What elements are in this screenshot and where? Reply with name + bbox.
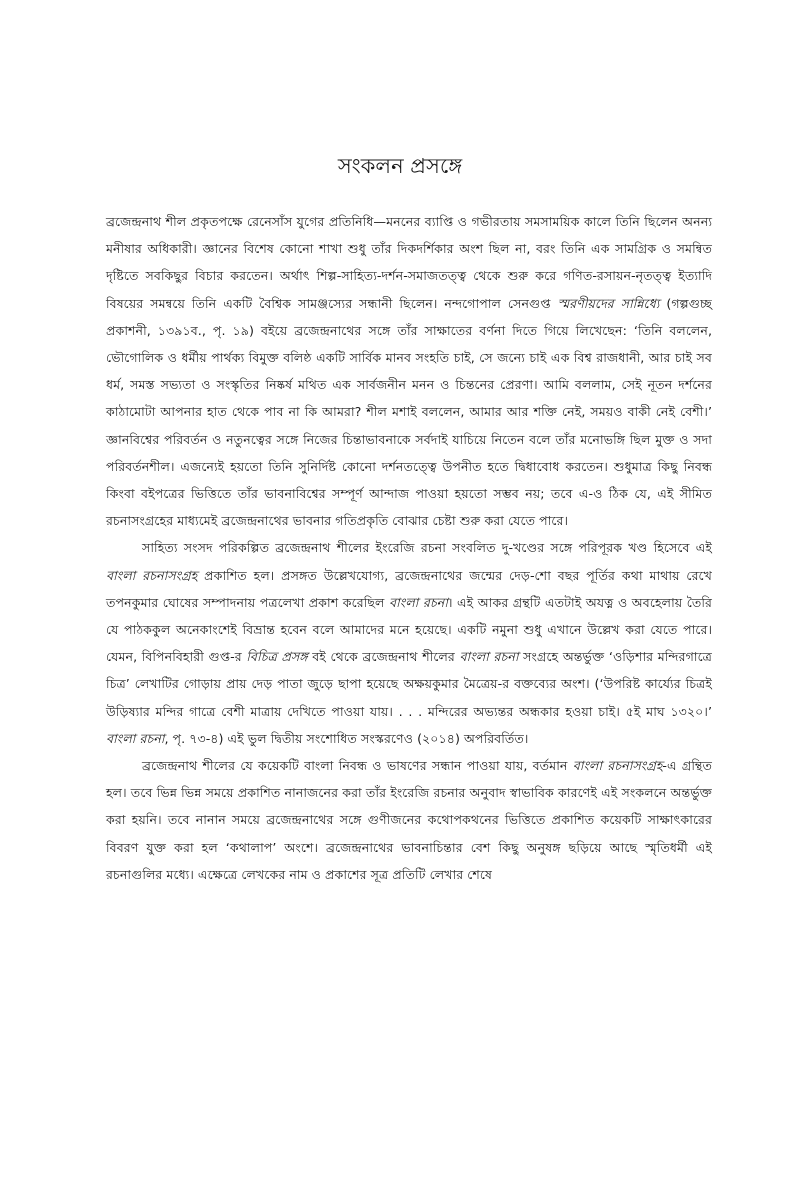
book-title-bangla-rachanasangraha: বাংলা রচনাসংগ্রহ — [572, 758, 663, 774]
document-body — [106, 208, 712, 888]
paragraph-text: ব্রজেন্দ্রনাথ শীলের যে কয়েকটি বাংলা নিবন্ধ ও ভাষণের সন্ধান পাওয়া যায়, বর্তমান — [142, 758, 573, 774]
page-title: সংকলন প্রসঙ্গে — [337, 154, 463, 178]
paragraph-text: প্রকাশিত হল। প্রসঙ্গত উল্লেখযোগ্য, ব্রজেন্দ্রনাথের জন্মের দেড়-শো বছর পূর্তির কথা মাথায় রেখে তপনকুমার ঘোষের সম্পাদনায় পত্রলেখা প্রকাশ করেছিল — [106, 567, 712, 610]
book-title-bangla-rachana: বাংলা রচনা — [389, 594, 448, 610]
paragraph-text: সংগ্রহে অন্তর্ভুক্ত ‘ওড়িশার মন্দিরগাত্রে চিত্র’ লেখাটির গোড়ায় প্রায় দেড় পাতা জুড়ে ছাপা হয়েছে অক্ষয়কুমার মৈত্রেয়-র বক্তব্যের অংশ। (‘উপরিষ্ট কার্য্যের চিত্রই উড়িষ্যার মন্দির গাত্রে বেশী মাত্রায় দেখিতে পাওয়া যায়। . . . মন্দিরের অভ্যন্তর অন্ধকার হওয়া চাই। ৫ই মাঘ ১৩২০।’ — [106, 649, 712, 719]
paragraph-text: বই থেকে ব্রজেন্দ্রনাথ শীলের — [307, 649, 460, 665]
book-title-bangla-rachanasangraha: বাংলা রচনাসংগ্রহ — [106, 567, 198, 583]
paragraph-text: ব্রজেন্দ্রনাথ শীল প্রকৃতপক্ষে রেনেসাঁস যুগের প্রতিনিধি—মননের ব্যাপ্তি ও গভীরতায় সমসাময়িক কালে তিনি ছিলেন অনন্য মনীষার অধিকারী। জ্ঞানের বিশেষ কোনো শাখা শুধু তাঁর দিকদর্শিকার অংশ ছিল না, বরং তিনি এক সামগ্রিক ও সমন্বিত দৃষ্টিতে সবকিছুর বিচার করতেন। অর্থাৎ শিল্প-সাহিত্য-দর্শন-সমাজতত্ত্ব থেকে শুরু করে গণিত-রসায়ন-নৃতত্ত্ব ইত্যাদি বিষয়ের সমন্বয়ে তিনি একটি বৈশ্বিক সামঞ্জস্যের সন্ধানী ছিলেন। নন্দগোপাল সেনগুপ্ত — [106, 214, 712, 311]
paragraph-text: সাহিত্য সংসদ পরিকল্পিত ব্রজেন্দ্রনাথ শীলের ইংরেজি রচনা সংবলিত দু-খণ্ডের সঙ্গে পরিপূরক খণ্ড হিসেবে এই — [142, 540, 712, 556]
paragraph-text: , পৃ. ৭৩-৪) এই ভুল দ্বিতীয় সংশোধিত সংস্করণেও (২০১৪) অপরিবর্তিত। — [164, 730, 529, 746]
book-title-bichitra-prasanga: বিচিত্র প্রসঙ্গ — [246, 649, 308, 665]
paragraph-2 — [106, 534, 712, 752]
paragraph-text: -এ গ্রন্থিত হল। তবে ভিন্ন ভিন্ন সময়ে প্রকাশিত নানাজনের করা তাঁর ইংরেজি রচনার অনুবাদ স্বাভাবিক কারণেই এই সংকলনে অন্তর্ভুক্ত করা হয়নি। তবে নানান সময়ে ব্রজেন্দ্রনাথের সঙ্গে গুণীজনের কথোপকথনের ভিত্তিতে প্রকাশিত কয়েকটি সাক্ষাৎকারের বিবরণ যুক্ত করা হল ‘কথালাপ’ অংশে। ব্রজেন্দ্রনাথের ভাবনাচিন্তার বেশ কিছু অনুষঙ্গ ছড়িয়ে আছে স্মৃতিধর্মী এই রচনাগুলির মধ্যে। এক্ষেত্রে লেখকের নাম ও প্রকাশের সূত্র প্রতিটি লেখার শেষে — [106, 758, 712, 882]
paragraph-1 — [106, 208, 712, 534]
book-title-bangla-rachana: বাংলা রচনা — [459, 649, 519, 665]
book-title-smaraniyader: স্মরণীয়দের সান্নিধ্যে — [557, 295, 660, 311]
paragraph-3 — [106, 752, 712, 888]
paragraph-text: । এই আকর গ্রন্থটি এতটাই অযত্ন ও অবহেলায় তৈরি যে পাঠককুল অনেকাংশেই বিভ্রান্ত হবেন বলে আমাদের মনে হয়েছে। একটি নমুনা শুধু এখানে উল্লেখ করা যেতে পারে। যেমন, বিপিনবিহারী গুপ্ত-র — [106, 594, 712, 665]
book-title-bangla-rachana: বাংলা রচনা — [106, 730, 165, 746]
paragraph-text: (গল্পগুচ্ছ প্রকাশনী, ১৩৯১ব., পৃ. ১৯) বইয়ে ব্রজেন্দ্রনাথের সঙ্গে তাঁর সাক্ষাতের বর্ণনা দিতে গিয়ে লিখেছেন: ‘তিনি বললেন, ভৌগোলিক ও ধর্মীয় পার্থক্য বিমুক্ত বলিষ্ঠ একটি সার্বিক মানব সংহতি চাই, সে জন্যে চাই এক বিশ্ব রাজধানী, আর চাই সব ধর্ম, সমস্ত সভ্যতা ও সংস্কৃতির নিষ্কর্ষ মথিত এক সার্বজনীন মনন ও চিন্তনের প্রেরণা। আমি বললাম, সেই নূতন দর্শনের কাঠামোটা আপনার হাত থেকে পাব না কি আমরা? শীল মশাই বললেন, আমার আর শক্তি নেই, সময়ও বাকী নেই বেশী।’ জ্ঞানবিশ্বের পরিবর্তন ও নতুনত্বের সঙ্গে নিজের চিন্তাভাবনাকে সর্বদাই যাচিয়ে নিতেন বলে তাঁর মনোভঙ্গি ছিল মুক্ত ও সদা পরিবর্তনশীল। এজন্যেই হয়তো তিনি সুনির্দিষ্ট কোনো দর্শনতত্ত্বে উপনীত হতে দ্বিধাবোধ করতেন। শুধুমাত্র কিছু নিবন্ধ কিংবা বইপত্রের ভিত্তিতে তাঁর ভাবনাবিশ্বের সম্পূর্ণ আন্দাজ পাওয়া হয়তো সম্ভব নয়; তবে এ-ও ঠিক যে, এই সীমিত রচনাসংগ্রহের মাধ্যমেই ব্রজেন্দ্রনাথের ভাবনার গতিপ্রকৃতি বোঝার চেষ্টা শুরু করা যেতে পারে। — [106, 295, 712, 529]
